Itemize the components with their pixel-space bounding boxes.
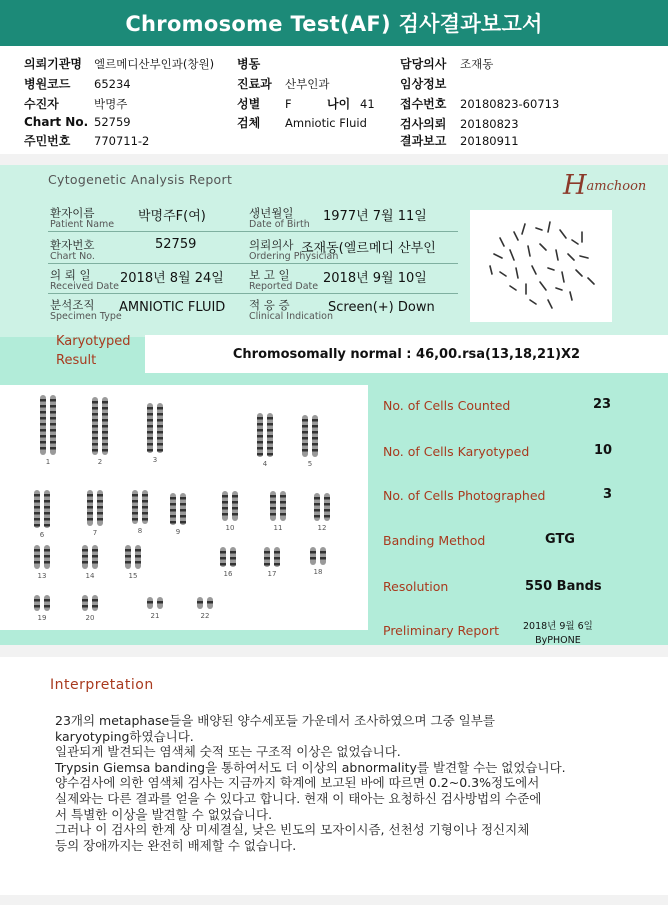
hospital-code-value: 65234 xyxy=(94,77,131,91)
row-divider xyxy=(48,293,458,294)
chromosome-pair-11 xyxy=(270,491,286,521)
chromosome-pair-3 xyxy=(147,403,163,453)
cells-photographed-label: No. of Cells Photographed xyxy=(383,488,546,503)
hospital-code-label: 병원코드 xyxy=(24,77,71,91)
resolution-label: Resolution xyxy=(383,579,449,594)
physician-label-en: Ordering Physician xyxy=(249,251,339,262)
chromosome-pair-22 xyxy=(197,597,213,609)
chromosome-number-19: 19 xyxy=(37,614,47,622)
physician-value: 조재동(엘르메디 산부인 xyxy=(301,241,436,256)
id-field xyxy=(24,132,149,149)
ward-field xyxy=(237,55,285,72)
chromosome-number-3: 3 xyxy=(152,456,158,464)
header-info xyxy=(0,46,668,154)
chromosome-pair-5 xyxy=(302,415,318,457)
report-date-field xyxy=(400,132,519,149)
indication-value: Screen(+) Down xyxy=(328,300,435,315)
institution-label: 의뢰기관명 xyxy=(24,57,82,71)
cells-karyotyped-value: 10 xyxy=(594,443,613,458)
interpretation-title: Interpretation xyxy=(50,677,154,693)
chromosome-pair-13 xyxy=(34,545,50,569)
interpretation-line: 실제와는 다른 결과를 얻을 수 있다고 합니다. 현재 이 태아는 요청하신 검사방법의 수준에 xyxy=(55,790,542,806)
chromosome-number-16: 16 xyxy=(223,570,233,578)
interpretation-text xyxy=(55,713,635,853)
age-label: 나이 xyxy=(327,97,351,111)
chromosome-number-2: 2 xyxy=(97,458,103,466)
chromosome-pair-9 xyxy=(170,493,186,525)
interpretation-section xyxy=(0,657,668,895)
reported-label-en: Reported Date xyxy=(249,281,319,292)
resolution-value: 550 Bands xyxy=(525,579,602,594)
interpretation-line: 서 특별한 이상을 발견할 수 없었습니다. xyxy=(55,806,273,822)
row-divider xyxy=(48,263,458,264)
specimen-label: 검체 xyxy=(237,116,261,130)
interpretation-line: 일관되게 발견되는 염색체 숫적 또는 구조적 이상은 없었습니다. xyxy=(55,744,401,760)
received-value: 2018년 8월 24일 xyxy=(120,271,224,286)
karyotyped-result-label: Karyotyped Result xyxy=(56,334,131,368)
chromosome-pair-7 xyxy=(87,490,103,526)
cells-karyotyped-label: No. of Cells Karyotyped xyxy=(383,444,530,459)
dept-value: 산부인과 xyxy=(285,77,330,91)
request-value: 20180823 xyxy=(460,117,519,131)
reg-label: 접수번호 xyxy=(400,97,447,111)
lab-logo: Hamchoon xyxy=(563,170,647,201)
chromosome-number-18: 18 xyxy=(313,568,323,576)
patient-name-value: 박명주F(여) xyxy=(138,209,206,224)
indication-label-en: Clinical Indication xyxy=(249,311,334,322)
chromosome-number-1: 1 xyxy=(45,458,51,466)
chromosome-number-13: 13 xyxy=(37,572,47,580)
chromosome-pair-10 xyxy=(222,491,238,521)
interpretation-line: karyotyping하였습니다. xyxy=(55,728,194,744)
received-label-ko: 의 뢰 일 xyxy=(50,268,91,282)
reported-label-ko: 보 고 일 xyxy=(249,268,290,282)
chromosome-number-9: 9 xyxy=(175,528,181,536)
chromosome-number-6: 6 xyxy=(39,531,45,539)
hospital-code-field xyxy=(24,75,131,92)
institution-field xyxy=(24,55,214,72)
institution-value: 엘르메디산부인과(창원) xyxy=(94,57,215,71)
sex-label: 성별 xyxy=(237,97,261,111)
request-field xyxy=(400,115,519,132)
interpretation-line: 23개의 metaphase들을 배양된 양수세포들 가운데서 조사하였으며 그중 일부를 xyxy=(55,713,495,728)
interpretation-line: 그러나 이 검사의 한계 상 미세결실, 낮은 빈도의 모자이시즘, 선천성 기형이나 정신지체 xyxy=(55,822,530,838)
report-top-section xyxy=(0,165,668,337)
cells-counted-value: 23 xyxy=(593,397,612,412)
cytogenetic-report xyxy=(0,165,668,645)
reg-field xyxy=(400,95,559,112)
specimen-type-value: AMNIOTIC FLUID xyxy=(119,300,226,315)
chromosome-number-11: 11 xyxy=(273,524,283,532)
chromosome-pair-21 xyxy=(147,597,163,609)
age-value: 41 xyxy=(360,97,375,111)
chromosome-number-14: 14 xyxy=(85,572,95,580)
doctor-field xyxy=(400,55,493,72)
karyotype-image xyxy=(0,385,368,630)
chromosome-number-4: 4 xyxy=(262,460,268,468)
chromosome-number-20: 20 xyxy=(85,614,95,622)
dept-field xyxy=(237,75,329,92)
chromosome-number-5: 5 xyxy=(307,460,313,468)
metaphase-spread-image xyxy=(470,210,612,322)
reported-value: 2018년 9월 10일 xyxy=(323,271,427,286)
ward-label: 병동 xyxy=(237,57,261,71)
clinical-field xyxy=(400,75,460,92)
chromosome-pair-20 xyxy=(82,595,98,611)
karyotype-result: Chromosomally normal : 46,00.rsa(13,18,21)X2 xyxy=(145,335,668,373)
chart-no-label-en: Chart No. xyxy=(50,251,95,262)
interpretation-line: 등의 장애까지는 완전히 배제할 수 없습니다. xyxy=(55,837,297,853)
doctor-value: 조재동 xyxy=(460,57,494,71)
dob-label-en: Date of Birth xyxy=(249,219,310,230)
chart-field xyxy=(24,115,131,129)
preliminary-report-label: Preliminary Report xyxy=(383,623,499,638)
patient-field xyxy=(24,95,127,112)
chromosome-pair-14 xyxy=(82,545,98,569)
chromosome-number-10: 10 xyxy=(225,524,235,532)
id-value: 770711-2 xyxy=(94,134,150,148)
chromosome-pair-2 xyxy=(92,397,108,455)
chromosome-number-15: 15 xyxy=(128,572,138,580)
chromosome-pair-12 xyxy=(314,493,330,521)
indication-label-ko: 적 응 증 xyxy=(249,298,290,312)
chromosome-pair-18 xyxy=(310,547,326,565)
chromosome-pair-8 xyxy=(132,490,148,524)
report-date-label: 결과보고 xyxy=(400,134,447,148)
report-heading: Cytogenetic Analysis Report xyxy=(48,172,233,187)
chart-label: Chart No. xyxy=(24,115,89,129)
chromosome-number-7: 7 xyxy=(92,529,98,537)
chromosome-number-8: 8 xyxy=(137,527,143,535)
clinical-label: 임상정보 xyxy=(400,77,447,91)
dept-label: 진료과 xyxy=(237,77,272,91)
chromosome-pair-4 xyxy=(257,413,273,457)
chromosome-pair-6 xyxy=(34,490,50,528)
cells-counted-label: No. of Cells Counted xyxy=(383,398,511,413)
dob-label-ko: 생년월일 xyxy=(249,206,294,220)
preliminary-report-value: 2018년 9월 6일 ByPHONE xyxy=(523,621,593,646)
sex-field xyxy=(237,95,375,112)
physician-label-ko: 의뢰의사 xyxy=(249,238,294,252)
specimen-field xyxy=(237,114,367,131)
doctor-label: 담당의사 xyxy=(400,57,447,71)
chart-no-value: 52759 xyxy=(155,237,197,252)
chart-value: 52759 xyxy=(94,115,131,129)
chromosome-number-21: 21 xyxy=(150,612,160,620)
id-label: 주민번호 xyxy=(24,134,71,148)
patient-name-label-ko: 환자이름 xyxy=(50,206,95,220)
dob-value: 1977년 7월 11일 xyxy=(323,209,427,224)
patient-name-label-en: Patient Name xyxy=(50,219,115,230)
chromosome-number-22: 22 xyxy=(200,612,210,620)
chromosome-pair-19 xyxy=(34,595,50,611)
chromosome-pair-15 xyxy=(125,545,141,569)
banding-method-label: Banding Method xyxy=(383,533,486,548)
row-divider xyxy=(48,231,458,232)
request-label: 검사의뢰 xyxy=(400,117,447,131)
chart-no-label-ko: 환자번호 xyxy=(50,238,95,252)
report-date-value: 20180911 xyxy=(460,134,519,148)
reg-value: 20180823-60713 xyxy=(460,97,560,111)
specimen-label-ko: 분석조직 xyxy=(50,298,95,312)
specimen-label-en: Specimen Type xyxy=(50,311,122,322)
cells-photographed-value: 3 xyxy=(603,487,613,502)
report-title: Chromosome Test(AF) 검사결과보고서 xyxy=(0,0,668,46)
chromosome-pair-17 xyxy=(264,547,280,567)
interpretation-line: Trypsin Giemsa banding을 통하여서도 더 이상의 abnormality를 발견할 수는 없었습니다. xyxy=(55,759,566,775)
chromosome-number-12: 12 xyxy=(317,524,327,532)
sex-value: F xyxy=(285,97,292,111)
chromosome-pair-16 xyxy=(220,547,236,567)
chromosome-number-17: 17 xyxy=(267,570,277,578)
banding-method-value: GTG xyxy=(545,532,575,547)
interpretation-line: 양수검사에 의한 염색체 검사는 지금까지 학계에 보고된 바에 따르면 0.2~0.3%정도에서 xyxy=(55,775,540,791)
patient-label: 수진자 xyxy=(24,97,59,111)
received-label-en: Received Date xyxy=(50,281,119,292)
chromosome-pair-1 xyxy=(40,395,56,455)
patient-value: 박명주 xyxy=(94,97,128,111)
specimen-value: Amniotic Fluid xyxy=(285,116,367,130)
